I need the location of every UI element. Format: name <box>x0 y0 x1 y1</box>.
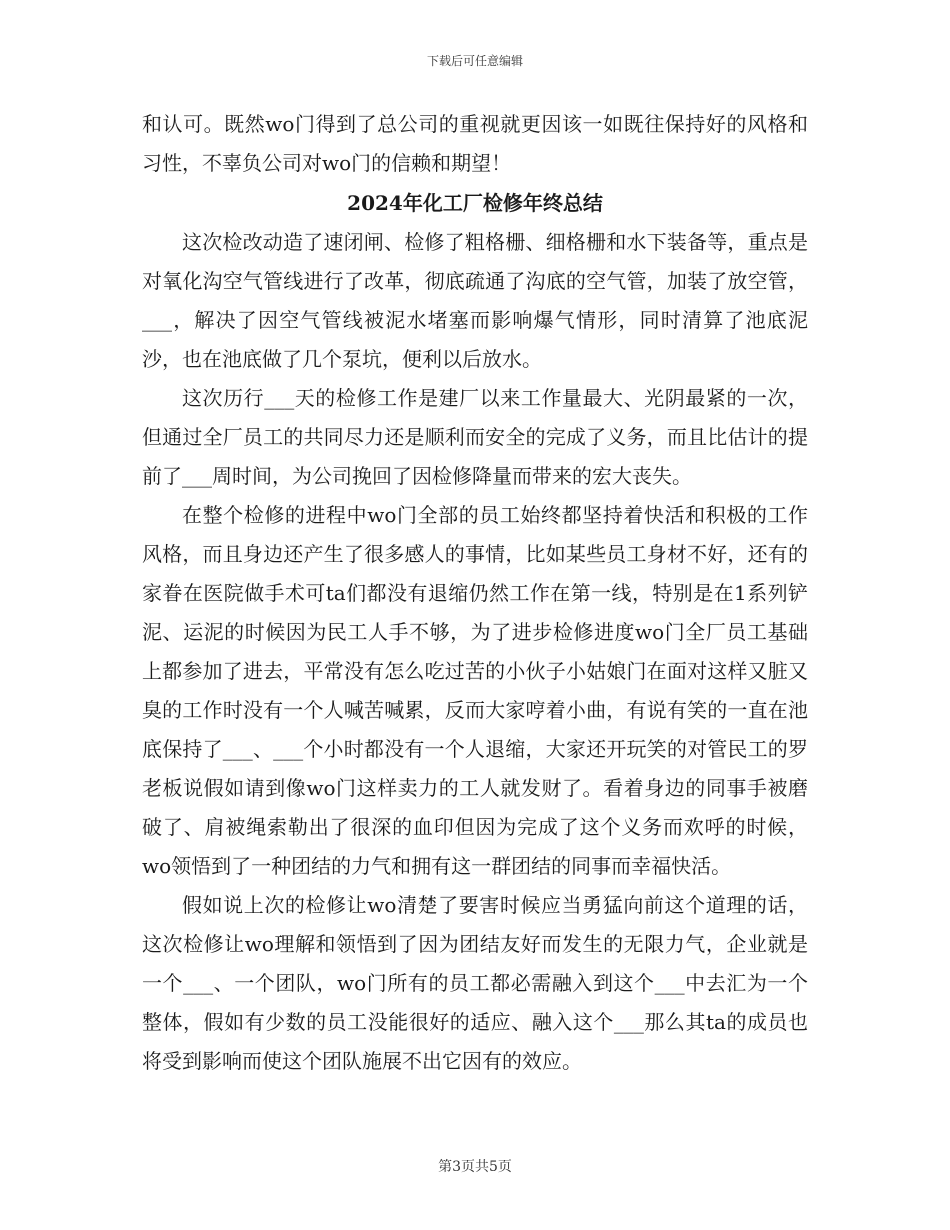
document-body <box>142 105 808 1081</box>
paragraph-3: 在整个检修的进程中wo门全部的员工始终都坚持着快活和积极的工作风格，而且身边还产生了很多感人的事情，比如某些员工身材不好，还有的家眷在医院做手术可ta们都没有退缩仍然工作在第一线，特别是在1系列铲泥、运泥的时候因为民工人手不够，为了进步检修进度wo门全厂员工基础上都参加了进去，平常没有怎么吃过苦的小伙子小姑娘门在面对这样又脏又臭的工作时没有一个人喊苦喊累，反而大家哼着小曲，有说有笑的一直在池底保持了___、___个小时都没有一个人退缩，大家还开玩笑的对管民工的罗老板说假如请到像wo门这样卖力的工人就发财了。看着身边的同事手被磨破了、肩被绳索勒出了很深的血印但因为完成了这个义务而欢呼的时候，wo领悟到了一种团结的力气和拥有这一群团结的同事而幸福快活。 <box>142 503 808 878</box>
paragraph-2: 这次历行___天的检修工作是建厂以来工作量最大、光阴最紧的一次，但通过全厂员工的共同尽力还是顺利而安全的完成了义务，而且比估计的提前了___周时间，为公司挽回了因检修降量而带来的宏大丧失。 <box>142 386 808 488</box>
paragraph-4: 假如说上次的检修让wo清楚了要害时候应当勇猛向前这个道理的话，这次检修让wo理解和领悟到了因为团结友好而发生的无限力气，企业就是一个___、一个团队，wo门所有的员工都必需融入到这个___中去汇为一个整体，假如有少数的员工没能很好的适应、融入这个___那么其ta的成员也将受到影响而使这个团队施展不出它因有的效应。 <box>142 893 808 1073</box>
lead-paragraph: 和认可。既然wo门得到了总公司的重视就更因该一如既往保持好的风格和习性，不辜负公司对wo门的信赖和期望！ <box>142 112 808 175</box>
page-footer: 第3页共5页 <box>438 1159 512 1175</box>
paragraph-1: 这次检改动造了速闭闸、检修了粗格栅、细格栅和水下装备等，重点是对氧化沟空气管线进行了改革，彻底疏通了沟底的空气管，加装了放空管，___，解决了因空气管线被泥水堵塞而影响爆气情形，同时清算了池底泥沙，也在池底做了几个泵坑，便利以后放水。 <box>142 230 808 371</box>
page-header: 下载后可任意编辑 <box>426 54 523 68</box>
document-title: 2024年化工厂检修年终总结 <box>347 191 603 215</box>
